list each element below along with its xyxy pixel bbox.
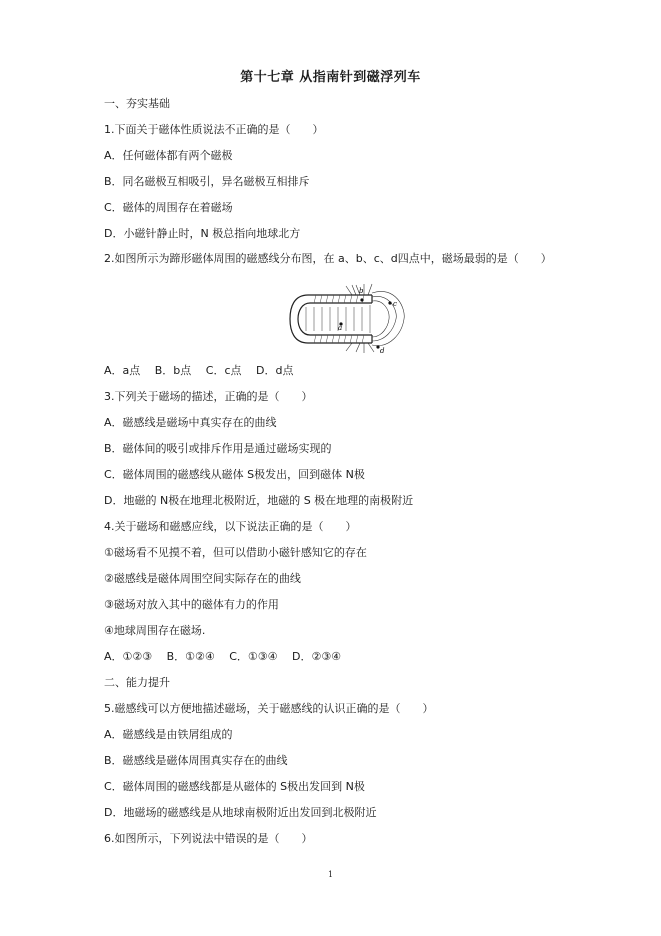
question-5-stem: 5.磁感线可以方便地描述磁场，关于磁感线的认识正确的是（ ）: [104, 702, 434, 715]
question-1-option-d: D．小磁针静止时，N 极总指向地球北方: [104, 227, 301, 240]
page-number: 1: [327, 870, 334, 879]
question-3-option-b: B．磁体间的吸引或排斥作用是通过磁场实现的: [104, 442, 332, 455]
section-heading-advanced: 二、能力提升: [104, 676, 170, 689]
horseshoe-magnet-field-figure: [286, 283, 408, 353]
question-3-option-a: A．磁感线是磁场中真实存在的曲线: [104, 416, 277, 429]
question-3-stem: 3.下列关于磁场的描述，正确的是（ ）: [104, 390, 313, 403]
label-a: a: [338, 324, 343, 332]
question-4-stem: 4.关于磁场和磁感应线，以下说法正确的是（ ）: [104, 520, 357, 533]
question-5-option-b: B．磁感线是磁体周围真实存在的曲线: [104, 754, 288, 767]
question-1-stem: 1.下面关于磁体性质说法不正确的是（ ）: [104, 123, 324, 136]
question-4-statement-1: ①磁场看不见摸不着，但可以借助小磁针感知它的存在: [104, 546, 367, 559]
page-title: 第十七章 从指南针到磁浮列车: [240, 70, 421, 85]
question-5-option-c: C．磁体周围的磁感线都是从磁体的 S极出发回到 N极: [104, 780, 365, 793]
question-6-stem: 6.如图所示，下列说法中错误的是（ ）: [104, 832, 313, 845]
question-4-statement-2: ②磁感线是磁体周围空间实际存在的曲线: [104, 572, 301, 585]
question-4-options: A．①②③ B．①②④ C．①③④ D．②③④: [104, 650, 342, 663]
question-1-option-c: C．磁体的周围存在着磁场: [104, 201, 233, 214]
question-2-stem: 2.如图所示为蹄形磁体周围的磁感线分布图，在 a、b、c、d四点中，磁场最弱的是（ ）: [104, 252, 552, 265]
question-2-options: A．a点 B．b点 C．c点 D．d点: [104, 364, 294, 377]
question-1-option-b: B．同名磁极互相吸引，异名磁极互相排斥: [104, 175, 310, 188]
question-3-option-d: D．地磁的 N极在地理北极附近，地磁的 S 极在地理的南极附近: [104, 494, 414, 507]
question-5-option-a: A．磁感线是由铁屑组成的: [104, 728, 233, 741]
label-d: d: [380, 347, 385, 353]
question-3-option-c: C．磁体周围的磁感线从磁体 S极发出，回到磁体 N极: [104, 468, 365, 481]
point-c-dot: [388, 301, 391, 304]
section-heading-basic: 一、夯实基础: [104, 97, 170, 110]
point-b-dot: [360, 298, 363, 301]
label-b: b: [359, 287, 364, 295]
question-4-statement-3: ③磁场对放入其中的磁体有力的作用: [104, 598, 279, 611]
question-5-option-d: D．地磁场的磁感线是从地球南极附近出发回到北极附近: [104, 806, 377, 819]
question-4-statement-4: ④地球周围存在磁场.: [104, 624, 206, 637]
question-1-option-a: A．任何磁体都有两个磁极: [104, 149, 233, 162]
label-c: c: [393, 300, 397, 308]
